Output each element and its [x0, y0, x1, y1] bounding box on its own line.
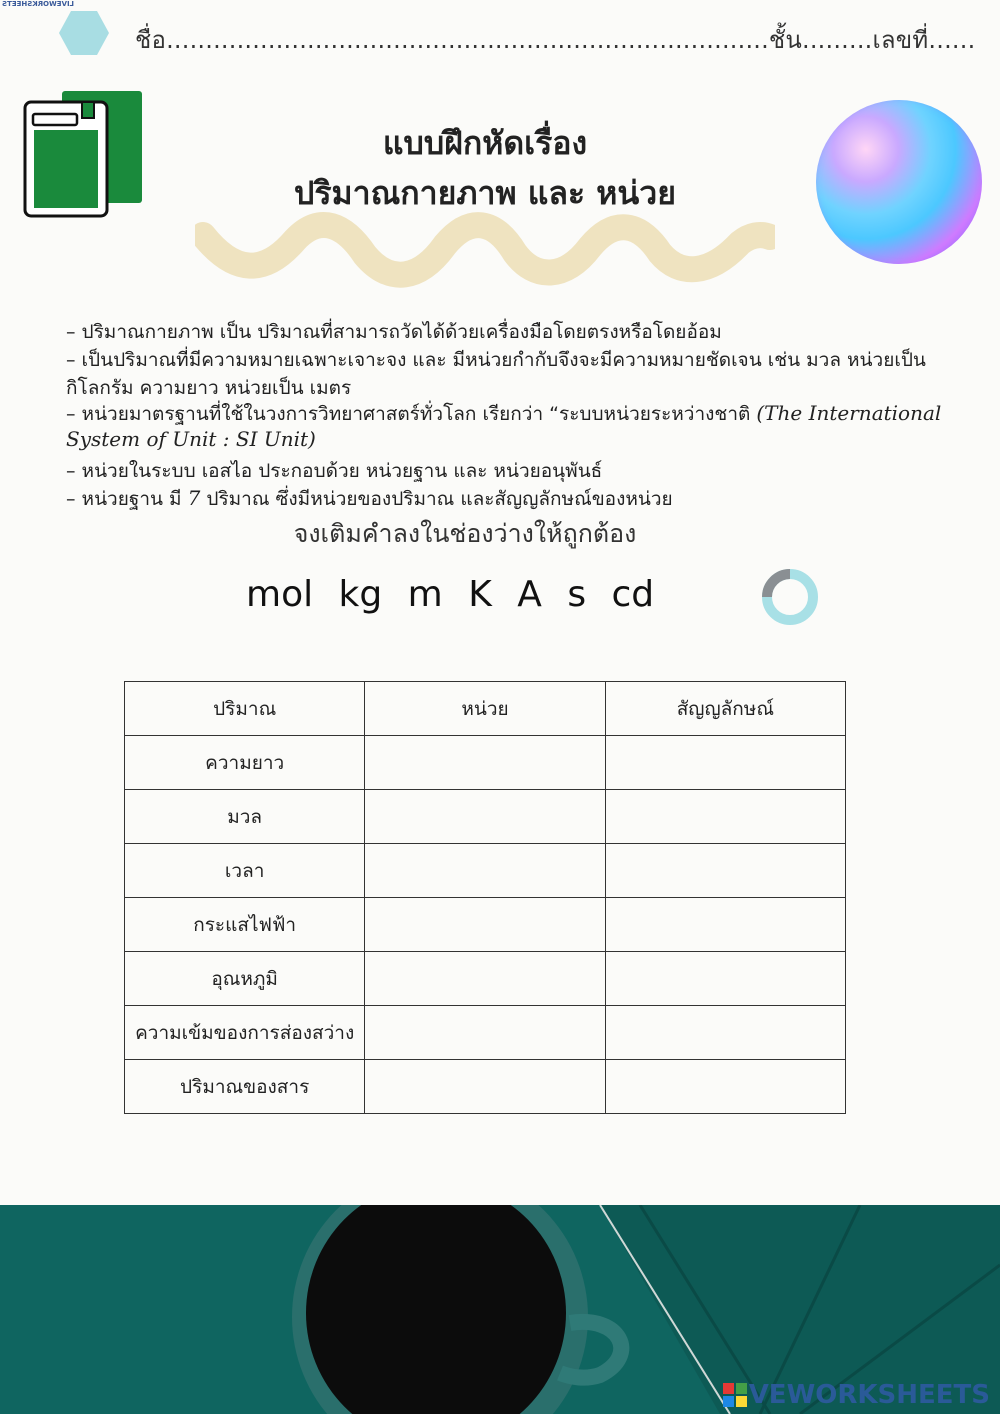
header-unit: หน่วย	[365, 682, 605, 736]
table-row	[125, 952, 846, 1006]
symbol-answer-cell[interactable]	[605, 844, 845, 898]
paragraph-6: – หน่วยในระบบ เอสไอ ประกอบด้วย หน่วยฐาน และ หน่วยอนุพันธ์	[66, 460, 603, 482]
student-info-line: ชื่อ.............................................................................ชั้น.........เลขที่......	[135, 26, 976, 54]
paragraph-4: – หน่วยมาตรฐานที่ใช้ในวงการวิทยาศาสตร์ทั่วโลก เรียกว่า “ระบบหน่วยระหว่างชาติ (The International	[66, 401, 942, 425]
unit-answer-cell[interactable]	[365, 1006, 605, 1060]
top-watermark: LIVEWORKSHEETS	[2, 0, 75, 8]
symbol-answer-cell[interactable]	[605, 736, 845, 790]
symbol-answer-cell[interactable]	[605, 790, 845, 844]
unit-answer-cell[interactable]	[365, 1060, 605, 1114]
header-symbol: สัญญลักษณ์	[605, 682, 845, 736]
word-bank: mol kg m K A s cd	[246, 574, 655, 615]
table-row	[125, 1060, 846, 1114]
quantity-cell: ปริมาณของสาร	[125, 1060, 365, 1114]
paragraph-1: – ปริมาณกายภาพ เป็น ปริมาณที่สามารถวัดได้ด้วยเครื่องมือโดยตรงหรือโดยอ้อม	[66, 321, 722, 343]
unit-answer-cell[interactable]	[365, 898, 605, 952]
brush-stroke-decoration	[195, 205, 775, 290]
symbol-answer-cell[interactable]	[605, 1006, 845, 1060]
quantity-cell: ความยาว	[125, 736, 365, 790]
symbol-answer-cell[interactable]	[605, 898, 845, 952]
symbol-answer-cell[interactable]	[605, 952, 845, 1006]
paragraph-5: System of Unit : SI Unit)	[66, 427, 316, 451]
coffee-cup-photo	[0, 1205, 1000, 1414]
header-quantity: ปริมาณ	[125, 682, 365, 736]
unit-answer-cell[interactable]	[365, 844, 605, 898]
quantity-cell: เวลา	[125, 844, 365, 898]
quantity-cell: มวล	[125, 790, 365, 844]
table-row	[125, 790, 846, 844]
table-row	[125, 898, 846, 952]
units-table	[124, 681, 846, 1114]
table-row	[125, 1006, 846, 1060]
ring-decoration	[758, 565, 822, 629]
table-row	[125, 844, 846, 898]
quantity-cell: อุณหภูมิ	[125, 952, 365, 1006]
unit-answer-cell[interactable]	[365, 736, 605, 790]
table-header-row	[125, 682, 846, 736]
hexagon-decoration	[58, 10, 110, 56]
liveworksheets-badge-icon	[723, 1383, 747, 1407]
unit-answer-cell[interactable]	[365, 790, 605, 844]
paragraph-3: กิโลกรัม ความยาว หน่วยเป็น เมตร	[66, 377, 352, 399]
quantity-cell: ความเข้มของการส่องสว่าง	[125, 1006, 365, 1060]
paragraph-7: – หน่วยฐาน มี 7 ปริมาณ ซึ่งมีหน่วยของปริมาณ และสัญญลักษณ์ของหน่วย	[66, 486, 673, 510]
worksheet-title-line2: ปริมาณกายภาพ และ หน่วย	[294, 174, 676, 212]
quantity-cell: กระแสไฟฟ้า	[125, 898, 365, 952]
liveworksheets-logo-text: VEWORKSHEETS	[748, 1380, 990, 1410]
table-row	[125, 736, 846, 790]
paragraph-2: – เป็นปริมาณที่มีความหมายเฉพาะเจาะจง และ มีหน่วยกำกับจึงจะมีความหมายชัดเจน เช่น มวล หน่วยเป็น	[66, 349, 926, 371]
holographic-orb-image	[816, 100, 982, 264]
worksheet-title-line1: แบบฝึกหัดเรื่อง	[382, 124, 588, 162]
liveworksheets-logo	[723, 1380, 990, 1410]
unit-answer-cell[interactable]	[365, 952, 605, 1006]
instruction-text: จงเติมคำลงในช่องว่างให้ถูกต้อง	[293, 519, 637, 548]
symbol-answer-cell[interactable]	[605, 1060, 845, 1114]
